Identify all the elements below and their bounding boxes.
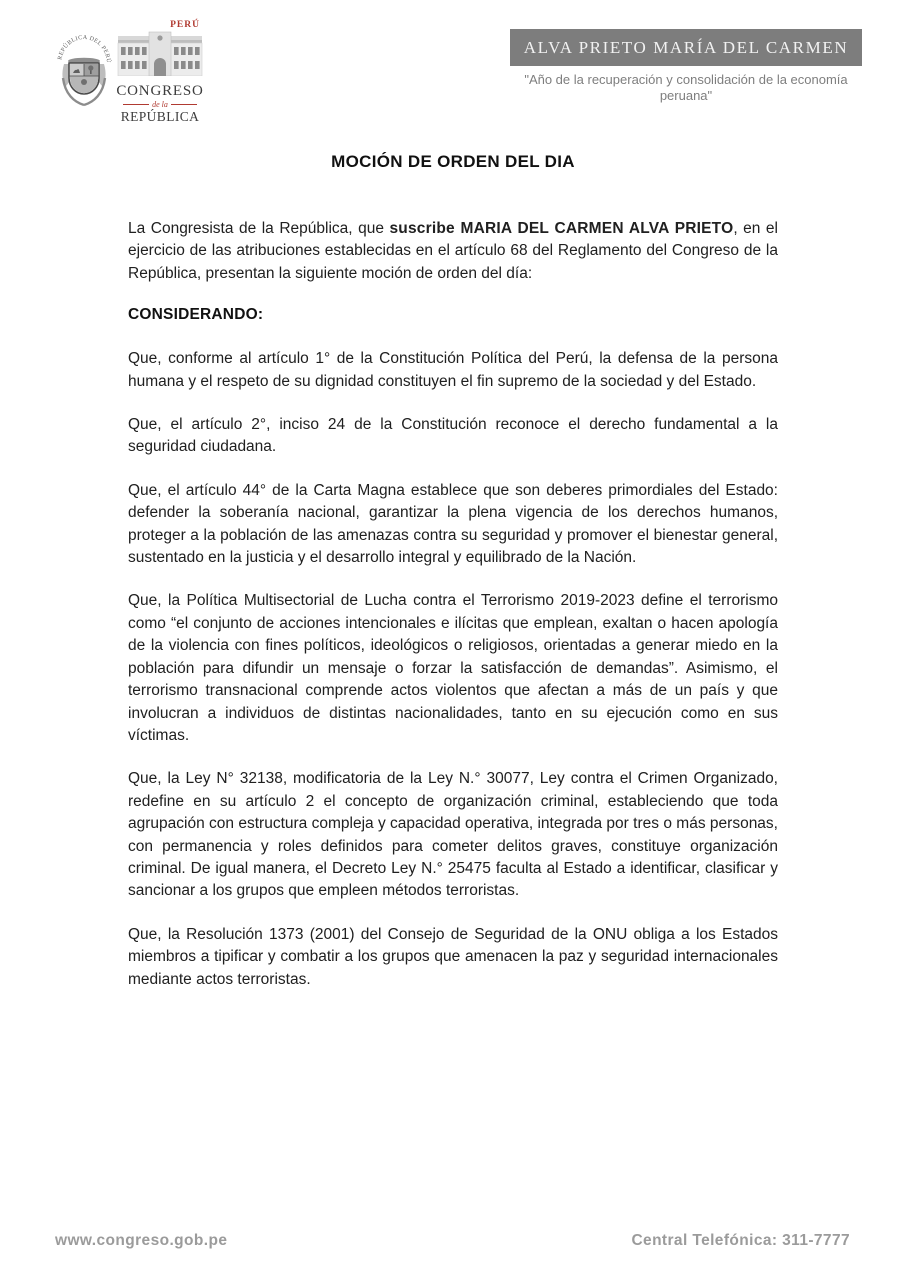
peru-red-label: PERÚ — [170, 20, 200, 30]
intro-bold-name: suscribe MARIA DEL CARMEN ALVA PRIETO — [389, 220, 734, 237]
considerando-paragraph-4: Que, la Política Multisectorial de Lucha contra el Terrorismo 2019-2023 define el terrorismo como “el conjunto de acciones intencionales e ilícitas que emplean, exaltan o hacen apología de la violencia con fines políticos, ideológicos o religiosos, orientadas a generar miedo en la población para difundir un mensaje o forzar la satisfacción de demandas”. Asimismo, el terrorismo transnacional comprende actos violentos que afectan a más de un país y que involucran a individuos de distintas nacionalidades, tanto en su ejecución como en sus víctimas. — [128, 592, 778, 744]
congress-emblem — [116, 20, 204, 125]
intro-paragraph — [128, 218, 778, 285]
de-la-ornament — [116, 100, 204, 109]
year-slogan: "Año de la recuperación y consolidación de la economía peruana" — [524, 72, 848, 103]
footer-phone: Central Telefónica: 311-7777 — [631, 1232, 850, 1249]
congresista-name-banner: ALVA PRIETO MARÍA DEL CARMEN — [510, 29, 862, 66]
document-body — [128, 152, 778, 1012]
footer-website: www.congreso.gob.pe — [55, 1232, 228, 1249]
considerando-heading: CONSIDERANDO: — [128, 306, 264, 324]
de-la-label: de la — [152, 99, 168, 109]
considerando-paragraph-2: Que, el artículo 2°, inciso 24 de la Constitución reconoce el derecho fundamental a la seguridad ciudadana. — [128, 416, 778, 456]
considerando-paragraph-6: Que, la Resolución 1373 (2001) del Consejo de Seguridad de la ONU obliga a los Estados miembros a tipificar y combatir a los grupos que amenacen la paz y seguridad internacionales mediante actos terroristas. — [128, 925, 778, 988]
intro-prefix: La Congresista de la República, que — [128, 220, 390, 237]
considerando-paragraph-1: Que, conforme al artículo 1° de la Constitución Política del Perú, la defensa de la persona humana y el respeto de su dignidad constituyen el fin supremo de la sociedad y del Estado. — [128, 350, 778, 390]
peru-coat-of-arms-icon — [56, 20, 112, 112]
intro-suffix: , en el ejercicio de las atribuciones establecidas en el artículo 68 del Reglamento del Congreso de la República, presentan la siguiente moción de orden del día: — [128, 220, 778, 282]
considerando-paragraph-5: Que, la Ley N° 32138, modificatoria de la Ley N.° 30077, Ley contra el Crimen Organizado, redefine en su artículo 2 el concepto de organización criminal, estableciendo que toda agrupación con estructura compleja y capacidad operativa, integrada por tres o más personas, con permanencia y roles definidos para cometer delitos graves, constituye organización criminal. De igual manera, el Decreto Ley N.° 25475 faculta al Estado a identificar, clasificar y sancionar a los grupos que empleen métodos terroristas. — [128, 770, 778, 900]
coat-arc-label: REPÚBLICA DEL PERÚ — [57, 34, 112, 64]
congreso-label: CONGRESO — [116, 83, 204, 99]
considerando-paragraph-3: Que, el artículo 44° de la Carta Magna establece que son deberes primordiales del Estado: defender la soberanía nacional, garantizar la plena vigencia de los derechos humanos, proteger a la población de las amenazas contra su seguridad y promover el bienestar general, sustentado en la justicia y el desarrollo integral y equilibrado de la Nación. — [128, 481, 778, 567]
congress-building-icon — [117, 30, 203, 76]
republica-label: REPÚBLICA — [120, 109, 200, 124]
red-rule-right — [171, 104, 197, 106]
document-title: MOCIÓN DE ORDEN DEL DIA — [331, 152, 575, 171]
red-rule-left — [123, 104, 149, 106]
